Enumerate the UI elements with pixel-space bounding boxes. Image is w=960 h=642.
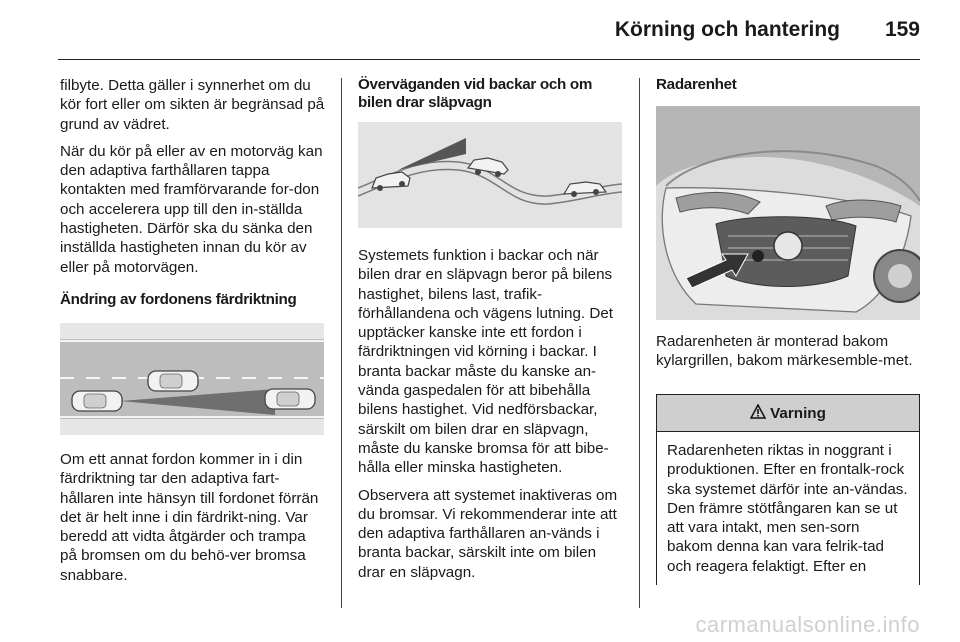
lead-car-icon (265, 389, 315, 409)
ego-car-icon (72, 391, 122, 411)
warning-header (657, 395, 919, 432)
column-2 (358, 76, 624, 590)
column-divider-2 (639, 78, 640, 608)
warning-box (656, 394, 920, 585)
merging-car-icon (148, 371, 198, 391)
col3-paragraph-1: Radarenheten är monterad bakom kylargrillen, bakom märkesemble-met. (656, 333, 913, 370)
lane-change-illustration (60, 323, 324, 435)
col1-paragraph-1: filbyte. Detta gäller i synnerhet om du kör fort eller om sikten är begränsad på grund av vädret. (60, 77, 325, 133)
column-1 (60, 76, 326, 593)
warning-triangle-icon (750, 404, 766, 423)
radar-unit-heading: Radarenhet (656, 76, 737, 93)
warning-title: Varning (770, 404, 826, 422)
header-divider (58, 59, 920, 60)
watermark: carmanualsonline.info (695, 612, 920, 637)
page-number: 159 (884, 18, 920, 41)
col2-paragraph-1: Systemets funktion i backar och när bilen drar en släpvagn beror på bilens hastighet, bilens last, trafik-förhållandena och vägens lutning. Det upptäcker kanske inte ett fordon i färdriktningen vid körning i backar. I branta backar måste du kanske an-vända gaspedalen för att bibehålla bilens hastighet. Vid nedförsbackar, särskilt om bilen drar en släpvagn, måste du kanske bromsa för att bibe-hålla eller minska hastigheten. (358, 247, 613, 477)
hills-trailer-heading: Överväganden vid backar och om bilen drar släpvagn (358, 76, 593, 111)
column-3 (656, 76, 920, 379)
hills-illustration (358, 122, 622, 228)
col1-paragraph-3: Om ett annat fordon kommer in i din färdriktning tar den adaptiva fart-hållaren inte hänsyn till fordonet förrän det är helt inne i din färdrikt-ning. Var beredd att vidta åtgärder och trampa på bromsen om du behö-ver bromsa snabbare. (60, 450, 319, 584)
page-header-title: Körning och hantering (614, 18, 840, 41)
col1-paragraph-2: När du kör på eller av en motorväg kan den adaptiva farthållaren tappa kontakten med framförvarande for-don och accelerera upp till den in-ställda hastigheten. Därför ska du sänka den inställda hastigheten innan du kör av eller på motorvägen. (60, 142, 323, 276)
lane-change-heading: Ändring av fordonens färdriktning (60, 290, 297, 308)
col2-paragraph-2: Observera att systemet inaktiveras om du bromsar. Vi rekommenderar inte att den adaptiva farthållaren an-vänds i branta backar, särskilt inte om bilen drar en släpvagn. (358, 486, 618, 581)
column-divider-1 (341, 78, 342, 608)
warning-text: Radarenheten riktas in noggrant i produktionen. Efter en frontalk-rock ska systemet därför inte an-vändas. Den främre stötfångaren kan se ut att vara intakt, men sen-sorn bakom denna kan vara felrik-tad och reagera felaktigt. Efter en (667, 442, 908, 575)
radar-unit-photo (656, 106, 920, 320)
